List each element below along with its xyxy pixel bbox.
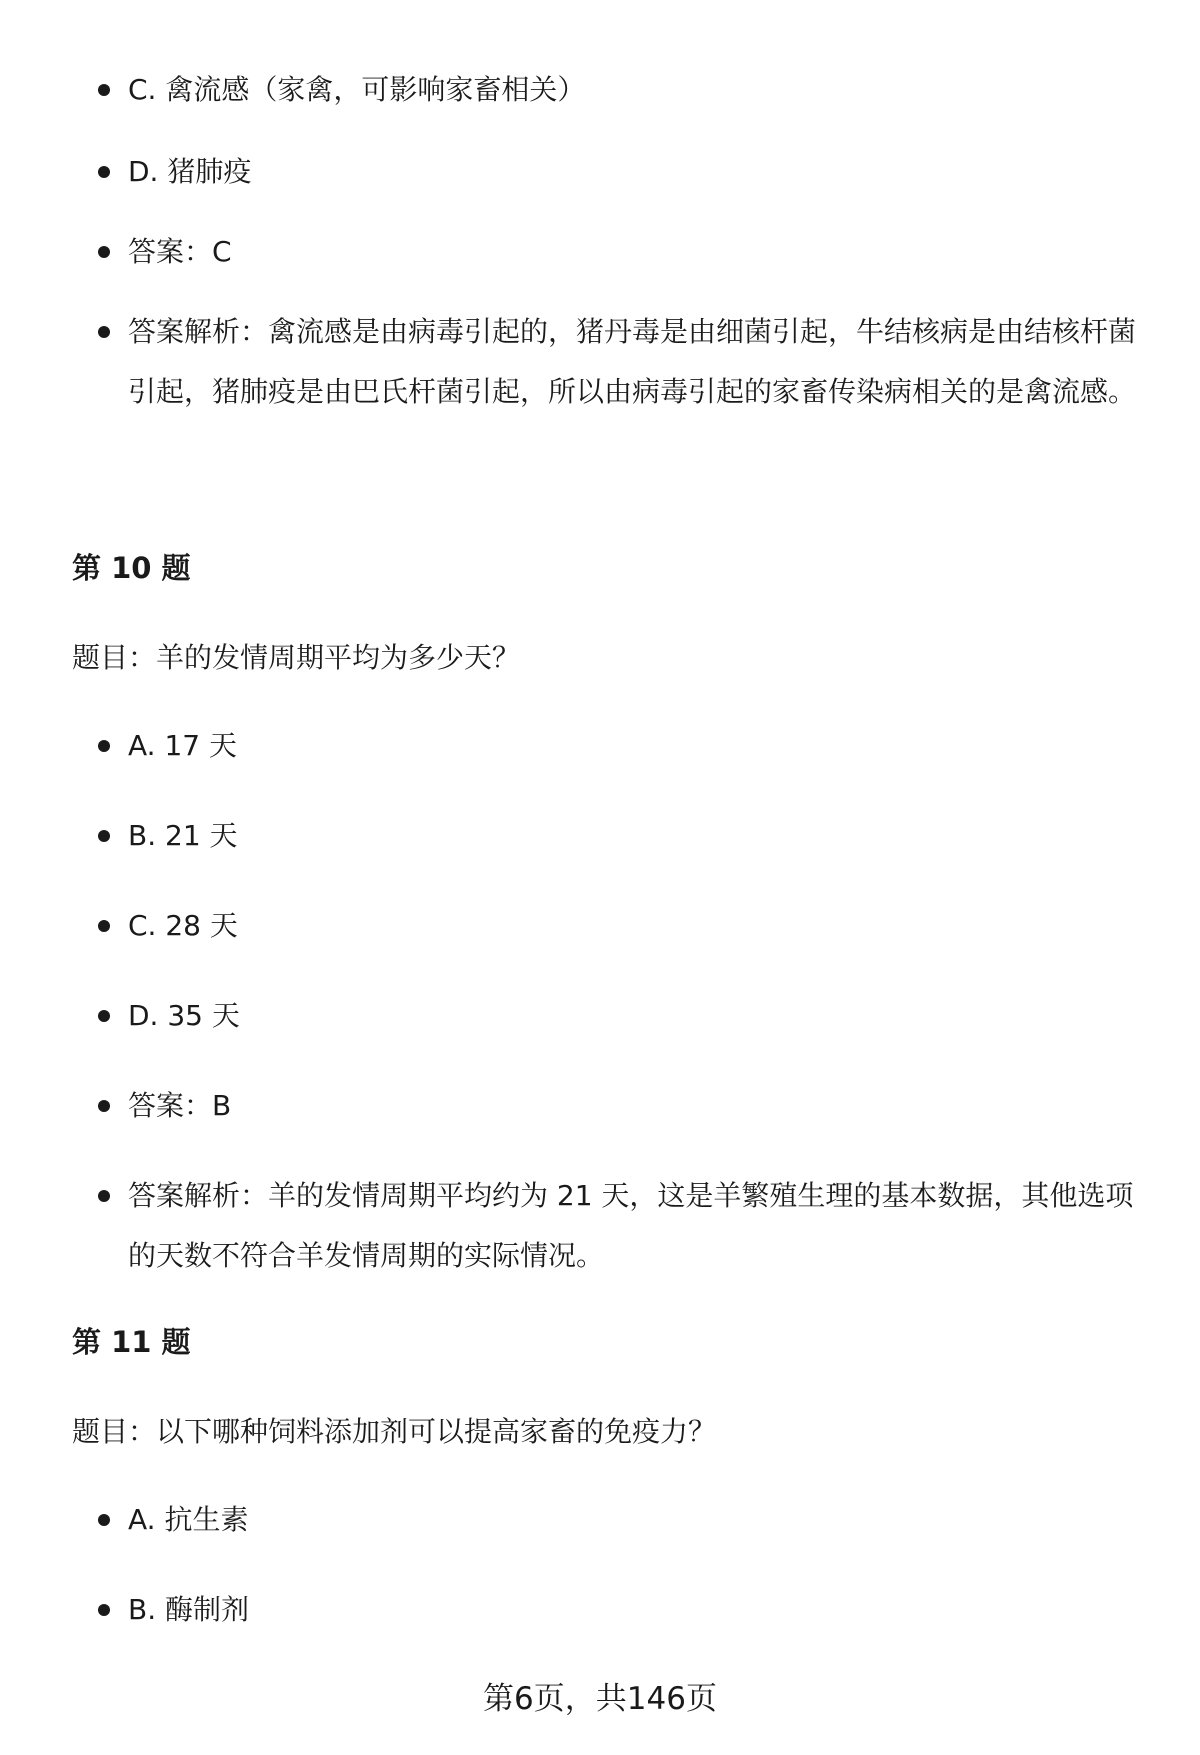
option-text: C. 禽流感（家禽，可影响家畜相关） — [128, 73, 586, 106]
bullet-icon — [98, 740, 110, 752]
bullet-icon — [98, 246, 110, 258]
answer-text: 答案：B — [128, 1089, 232, 1122]
list-item — [72, 986, 1152, 1046]
list-item — [72, 60, 1152, 120]
answer-text: 答案：C — [128, 235, 232, 268]
analysis-text: 答案解析：禽流感是由病毒引起的，猪丹毒是由细菌引起，牛结核病是由结核杆菌引起，猪肺疫是由巴氏杆菌引起，所以由病毒引起的家畜传染病相关的是禽流感。 — [128, 315, 1137, 408]
bullet-icon — [98, 920, 110, 932]
list-item — [72, 1580, 1152, 1640]
option-text: D. 猪肺疫 — [128, 155, 252, 188]
bullet-icon — [98, 1100, 110, 1112]
list-item — [72, 716, 1152, 776]
analysis-text: 答案解析：羊的发情周期平均约为 21 天，这是羊繁殖生理的基本数据，其他选项的天数不符合羊发情周期的实际情况。 — [128, 1179, 1134, 1272]
bullet-icon — [98, 1604, 110, 1616]
list-item — [72, 1076, 1152, 1136]
question-heading: 第 10 题 — [72, 551, 191, 585]
list-item — [72, 1166, 1152, 1286]
question-text: 题目：羊的发情周期平均为多少天？ — [72, 641, 521, 674]
list-item — [72, 806, 1152, 866]
option-text: A. 17 天 — [128, 729, 237, 762]
bullet-icon — [98, 830, 110, 842]
page-number: 第6页，共146页 — [483, 1681, 717, 1717]
bullet-icon — [98, 1190, 110, 1202]
option-text: B. 21 天 — [128, 819, 238, 852]
list-item — [72, 302, 1152, 422]
option-text: B. 酶制剂 — [128, 1593, 250, 1626]
list-item — [72, 896, 1152, 956]
bullet-icon — [98, 326, 110, 338]
list-item — [72, 222, 1152, 282]
list-item — [72, 142, 1152, 202]
option-text: C. 28 天 — [128, 909, 238, 942]
bullet-icon — [98, 1514, 110, 1526]
bullet-icon — [98, 166, 110, 178]
option-text: A. 抗生素 — [128, 1503, 249, 1536]
option-text: D. 35 天 — [128, 999, 240, 1032]
question-heading: 第 11 题 — [72, 1325, 191, 1359]
list-item — [72, 1490, 1152, 1550]
question-text: 题目：以下哪种饲料添加剂可以提高家畜的免疫力？ — [72, 1415, 717, 1448]
bullet-icon — [98, 1010, 110, 1022]
bullet-icon — [98, 84, 110, 96]
